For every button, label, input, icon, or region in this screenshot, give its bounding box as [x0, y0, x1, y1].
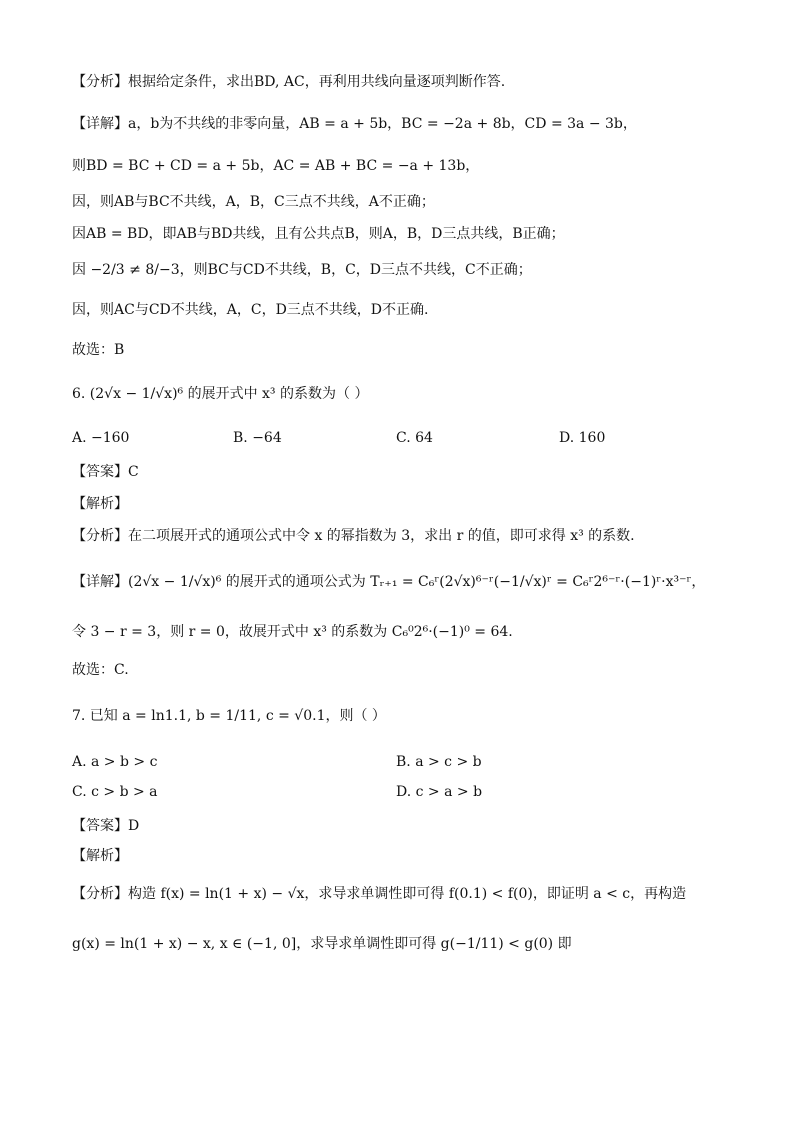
detail-line: 【详解】a，b为不共线的非零向量，AB = a + 5b，BC = −2a + 8b，CD = 3a − 3b， [72, 116, 637, 132]
q6-detail: 【详解】(2√x − 1/√x)⁶ 的展开式的通项公式为 Tᵣ₊₁ = C₆ʳ(2√x)⁶⁻ʳ(−1/√x)ʳ = C₆ʳ2⁶⁻ʳ·(−1)ʳ·x³⁻ʳ， [72, 574, 706, 590]
q7-option-d: D. c > a > b [396, 784, 483, 800]
q7-analysis-2: g(x) = ln(1 + x) − x, x ∈ (−1, 0]，求导求单调性即可得 g(−1/11) < g(0) 即 [72, 936, 572, 952]
detail-line-4: 因AB = BD，即AB与BD共线，且有公共点B，则A，B，D三点共线，B正确； [72, 226, 565, 242]
q7-option-b: B. a > c > b [396, 754, 482, 770]
q6-selection: 故选：C. [72, 662, 129, 678]
q7-answer: 【答案】D [72, 818, 140, 834]
q7-analysis: 【分析】构造 f(x) = ln(1 + x) − √x，求导求单调性即可得 f(0.1) < f(0)，即证明 a < c，再构造 [72, 886, 687, 902]
answer-selection: 故选：B [72, 342, 125, 358]
detail-line-6: 因，则AC与CD不共线，A，C，D三点不共线，D不正确. [72, 302, 429, 318]
detail-line-2: 则BD = BC + CD = a + 5b，AC = AB + BC = −a + 13b， [72, 158, 480, 174]
q6-option-b: B. −64 [233, 430, 282, 446]
q6-option-a: A. −160 [72, 430, 130, 446]
q6-detail-2: 令 3 − r = 3，则 r = 0，故展开式中 x³ 的系数为 C₆⁰2⁶·(−1)⁰ = 64. [72, 624, 513, 640]
q6-answer: 【答案】C [72, 464, 139, 480]
q7-solution-heading: 【解析】 [72, 848, 128, 864]
analysis-line: 【分析】根据给定条件，求出BD, AC，再利用共线向量逐项判断作答. [72, 74, 506, 90]
q6-option-d: D. 160 [559, 430, 606, 446]
q7-option-a: A. a > b > c [72, 754, 158, 770]
detail-line-3: 因，则AB与BC不共线，A，B，C三点不共线，A不正确； [72, 194, 435, 210]
q6-solution-heading: 【解析】 [72, 496, 128, 512]
q7-option-c: C. c > b > a [72, 784, 158, 800]
question-6: 6. (2√x − 1/√x)⁶ 的展开式中 x³ 的系数为（ ） [72, 386, 369, 402]
q6-option-c: C. 64 [396, 430, 433, 446]
q6-analysis: 【分析】在二项展开式的通项公式中令 x 的幂指数为 3，求出 r 的值，即可求得 x³ 的系数. [72, 528, 635, 544]
question-7: 7. 已知 a = ln1.1, b = 1/11, c = √0.1，则（ ） [72, 708, 386, 724]
detail-line-5: 因 −2/3 ≠ 8/−3，则BC与CD不共线，B，C，D三点不共线，C不正确； [72, 262, 532, 278]
